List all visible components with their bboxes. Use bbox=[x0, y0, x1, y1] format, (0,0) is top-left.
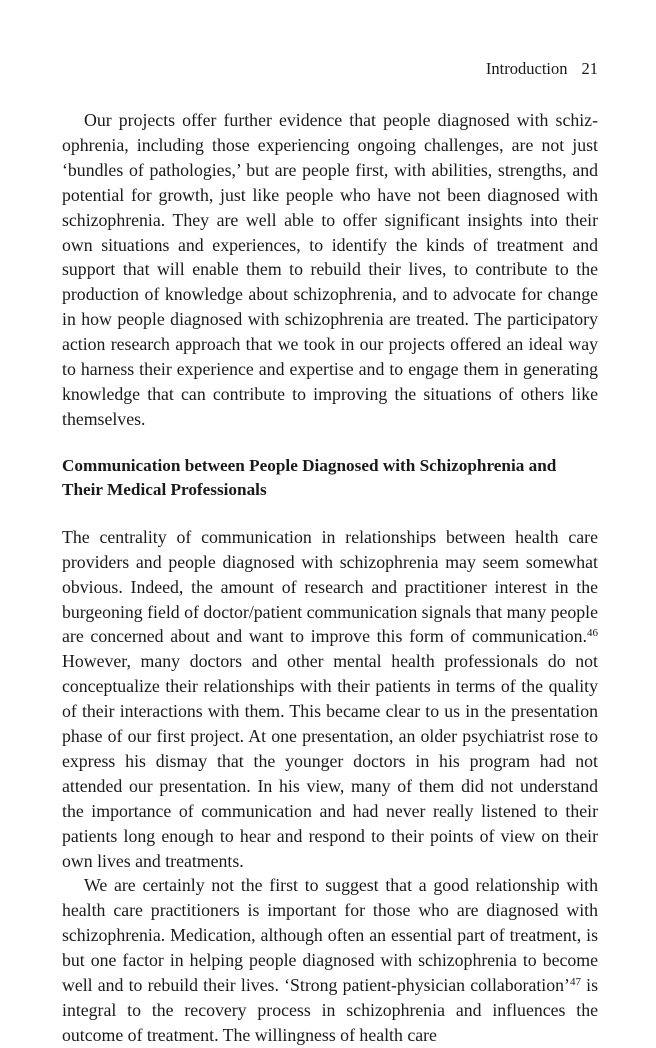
body-text bbox=[62, 108, 598, 1048]
footnote-ref-46: 46 bbox=[587, 627, 598, 640]
running-head bbox=[486, 58, 598, 80]
page-number: 21 bbox=[581, 59, 598, 78]
paragraph-evidence: Our projects offer further evidence that people diagnosed with schizophrenia, including those experiencing ongoing challenges, are not just ‘bundles of pathologies,’ but are people first, with abilities, strengths, and potential for growth, just like people who have not been diagnosed with schizophrenia. They are well able to offer significant insights into their own situations and experiences, to identify the kinds of treatment and support that will enable them to rebuild their lives, to contribute to the production of knowledge about schizophrenia, and to advocate for change in how people diagnosed with schizophrenia are treated. The participatory action research approach that we took in our projects offered an ideal way to harness their experience and expertise and to engage them in generating knowledge that can contribute to improving the situations of others like themselves. bbox=[62, 110, 598, 429]
paragraph-text: The centrality of communication in relationships between health care providers and people diagnosed with schizophrenia may seem somewhat obvious. Indeed, the amount of research and practitioner interest in the burgeoning field of doctor/patient communication signals that many people are concerned about and want to improve this form of communication. bbox=[62, 526, 598, 647]
paragraph-text: is integral to the recovery process in schizophrenia and influences the outcome of treatment. The willingness of health care bbox=[62, 975, 598, 1045]
paragraph-relationship bbox=[62, 873, 598, 1047]
section-heading: Communication between People Diagnosed with Schizophrenia and Their Medical Professionals bbox=[62, 455, 557, 500]
paragraph-communication bbox=[62, 525, 598, 874]
paragraph-text: However, many doctors and other mental health professionals do not conceptualize their relationships with their patients in terms of the quality of their interactions with them. This became clear to us in the presentation phase of our first project. At one presentation, an older psychiatrist rose to express his dismay that the younger doctors in his program had not attended our presentation. In his view, many of them did not understand the importance of communication and had never really listened to their patients long enough to hear and respond to their points of view on their own lives and treatments. bbox=[62, 651, 598, 871]
book-page bbox=[62, 0, 598, 1045]
paragraph-text: We are certainly not the first to suggest that a good relationship with health care practitioners is important for those who are diagnosed with schizophrenia. Medication, although often an essential part of treatment, is but one factor in helping people diagnosed with schizophrenia to become well and to rebuild their lives. ‘Strong patient-physician collaboration’ bbox=[62, 875, 598, 996]
footnote-ref-47: 47 bbox=[569, 976, 581, 989]
running-head-title: Introduction bbox=[485, 59, 568, 78]
